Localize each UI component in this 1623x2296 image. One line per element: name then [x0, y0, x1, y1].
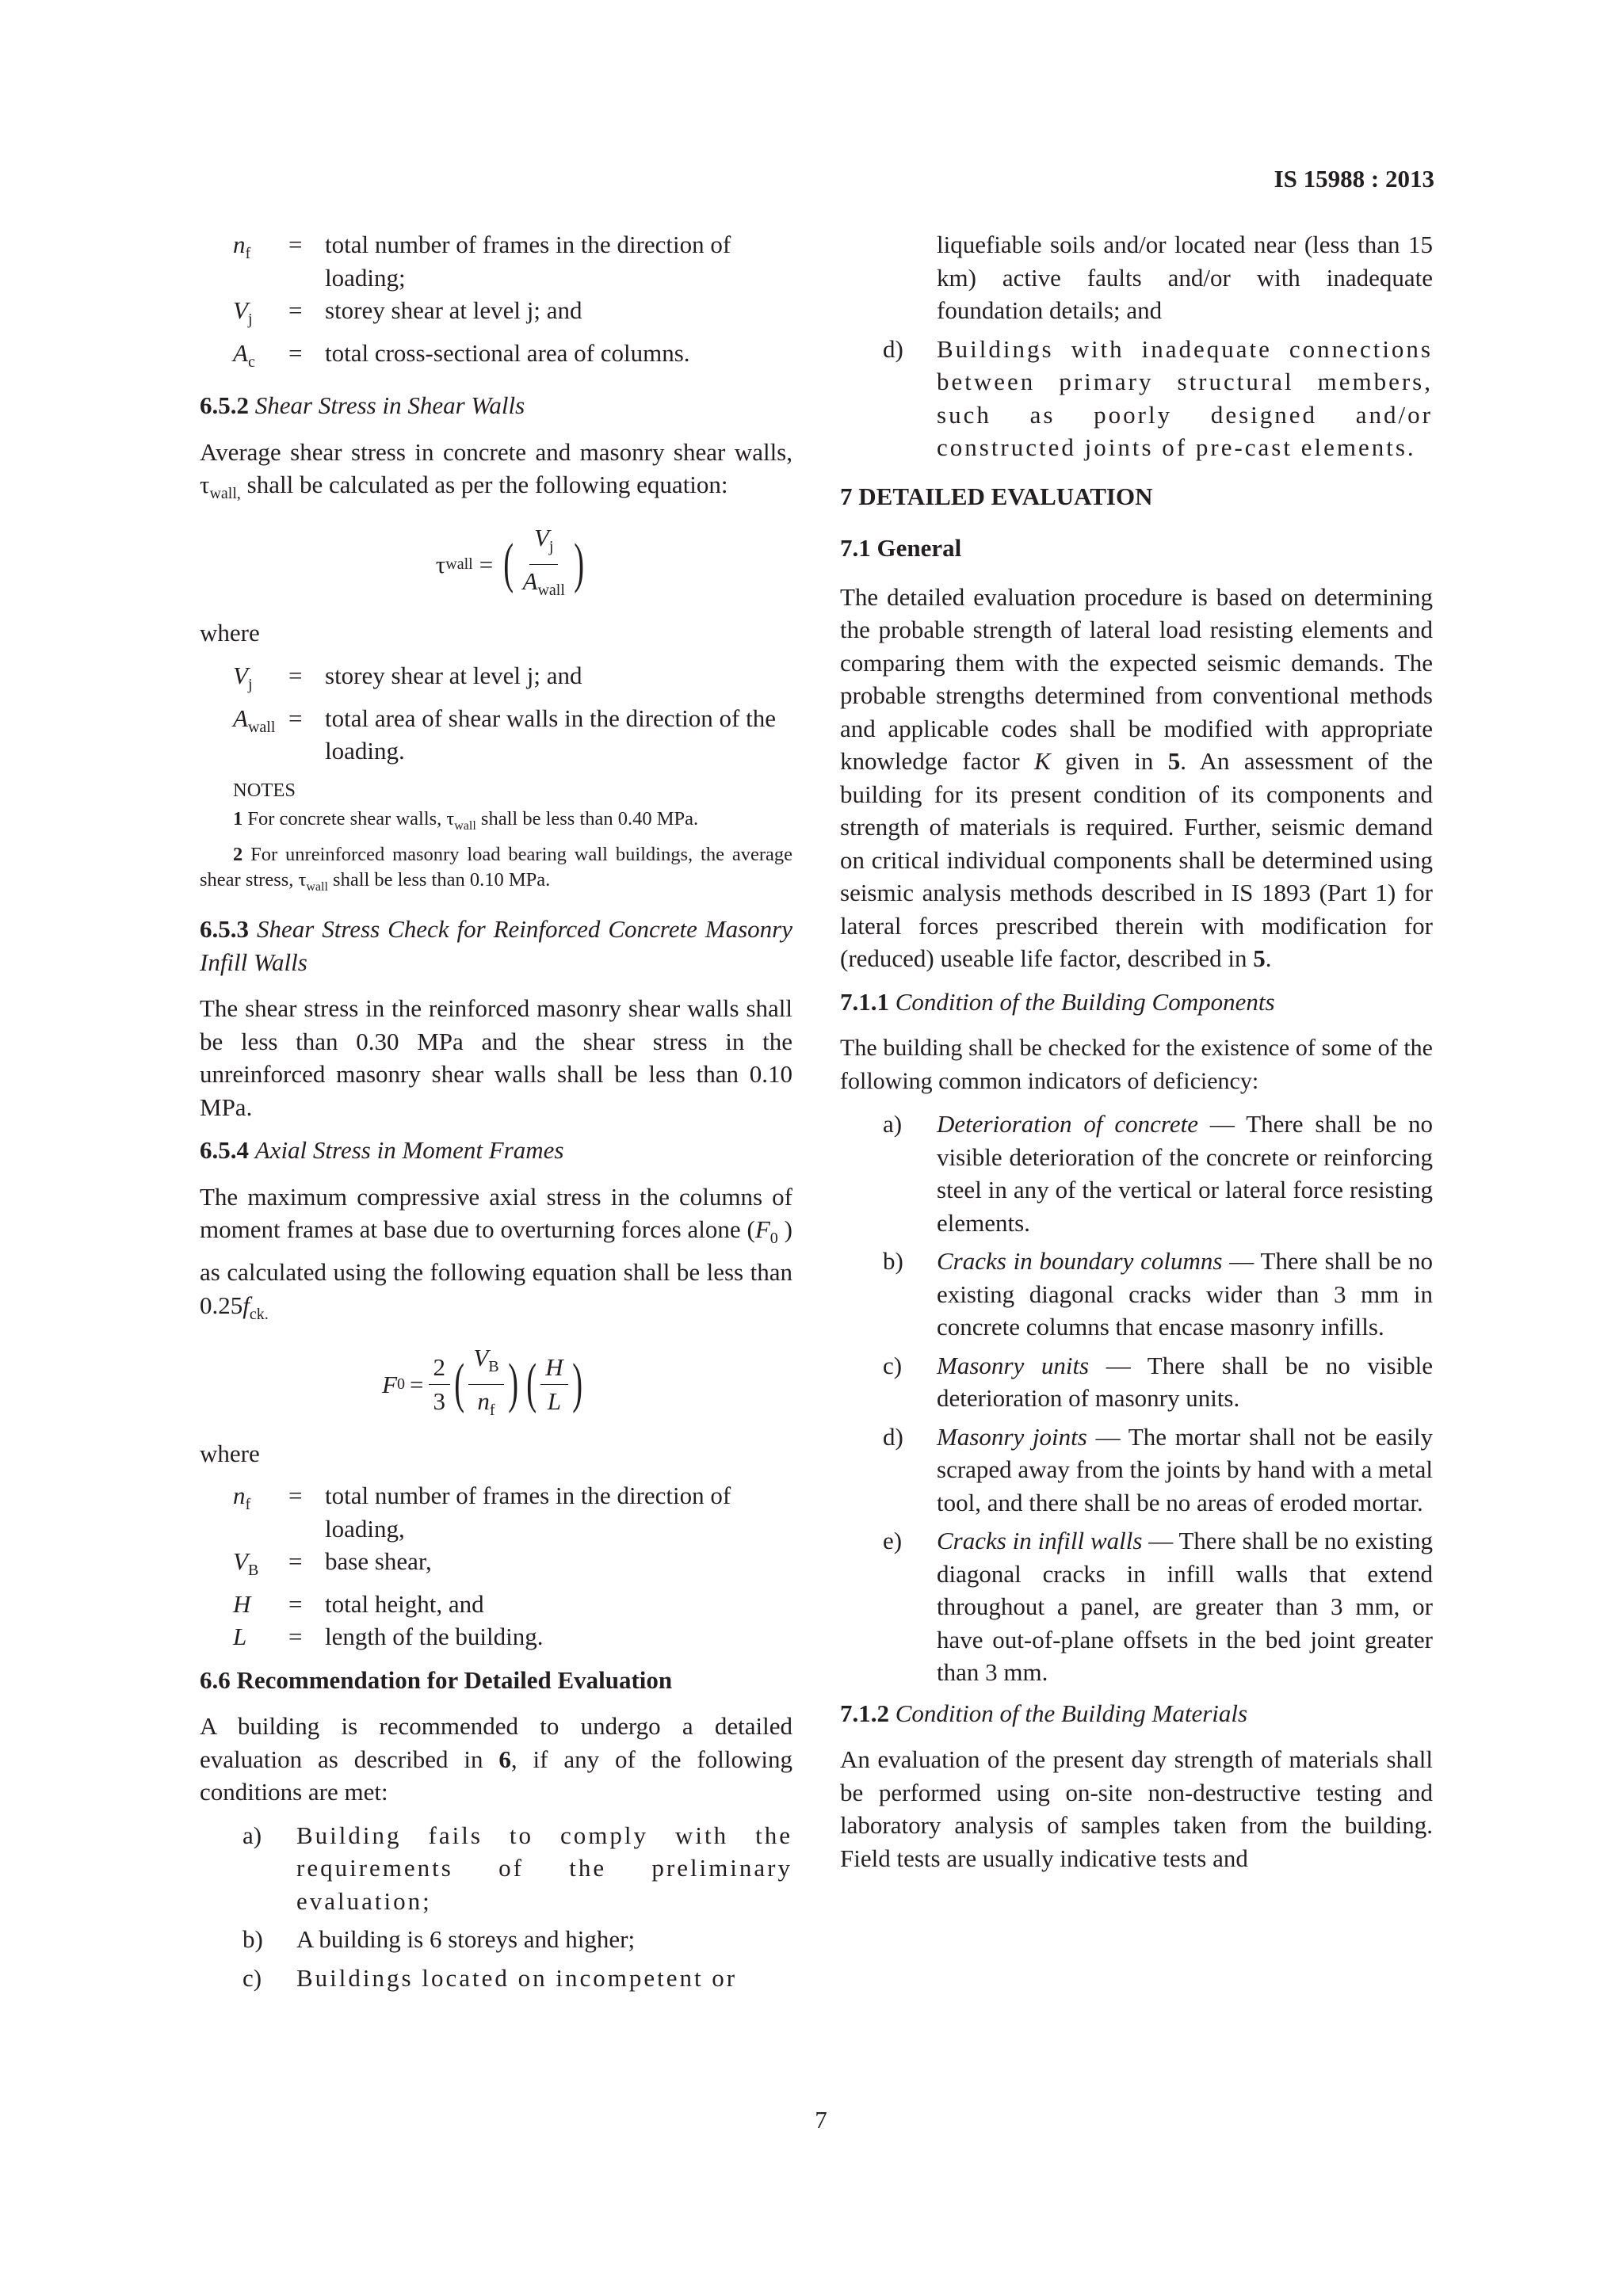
list-7-1-1: [840, 1108, 1433, 1689]
paragraph-7-1-1: The building shall be checked for the existence of some of the following common indicators of deficiency:: [840, 1035, 1433, 1094]
paragraph-6-5-2: Average shear stress in concrete and masonry shear walls, $\tau_{wall,}$ shall be calculated as per the following equation:: [200, 437, 792, 503]
symbol: $V_j$: [233, 661, 253, 694]
equation-f0: F 0 = $\frac{2}{3}$ ( $\frac{V_B}{n_f}$ ) ( $\frac{H}{L}$ ): [176, 1341, 792, 1427]
paragraph-7-1-2: An evaluation of the present day strength of materials shall be performed using on-site non-destructive testing and laboratory analysis of samples taken from the building. Field tests are usually indicative tests and: [840, 1745, 1433, 1872]
definition-row: $n_f$ = total number of frames in the direction of loading;: [200, 228, 792, 294]
note-1: 1 For concrete shear walls, $\tau_{wall}$ shall be less than 0.40 MPa.: [233, 807, 699, 833]
list-item: d) Buildings with inadequate connections between primary structural members, such as poorly designed and/or constructed joints of pre-cast elements.: [883, 334, 1433, 461]
where-label-2: where: [200, 1439, 260, 1467]
definition-row: L = length of the building.: [200, 1620, 792, 1653]
definition-text: total number of frames in the direction of loading;: [325, 231, 731, 292]
section-heading-6-5-4: 6.5.4 Axial Stress in Moment Frames: [200, 1136, 564, 1165]
definition-row: $n_f$ = total number of frames in the direction of loading,: [200, 1479, 792, 1545]
right-column: [840, 228, 1433, 1885]
definition-text: total area of shear walls in the direction of the loading.: [325, 704, 776, 765]
symbol: L: [233, 1623, 247, 1651]
symbol: $A_c$: [233, 338, 255, 371]
definition-row: $V_j$ = storey shear at level j; and: [200, 659, 792, 702]
definition-row: $A_{wall}$ = total area of shear walls in the direction of the loading.: [200, 702, 792, 768]
list-item: d) Masonry joints — The mortar shall not be easily scraped away from the joints by hand with a metal tool, and there shall be no areas of eroded mortar.: [883, 1422, 1433, 1516]
paragraph-7-1: The detailed evaluation procedure is based on determining the probable strength of lateral load resisting elements and comparing them with the expected seismic demands. The probable strengths determined from conventional methods and applicable codes shall be modified with appropriate knowledge factor K given in 5. An assessment of the building for its present condition of its components and strength of materials is required. Further, seismic demand on critical individual components shall be determined using seismic analysis methods described in IS 1893 (Part 1) for lateral forces prescribed therein with modification for (reduced) useable life factor, described in 5.: [840, 582, 1433, 972]
symbol: $V_B$: [233, 1547, 259, 1580]
symbol: $n_f$: [233, 1482, 251, 1514]
definition-text: total height, and: [325, 1589, 484, 1618]
definitions-list-3: [200, 1479, 792, 1653]
symbol: $A_{wall}$: [233, 704, 276, 736]
definitions-list-2: [200, 659, 792, 768]
note-2: 2 For unreinforced masonry load bearing wall buildings, the average shear stress, $\tau_{wall}$ shall be less than 0.10 MPa.: [200, 843, 792, 894]
section-heading-6-5-3: 6.5.3 Shear Stress Check for Reinforced Concrete Masonry Infill Walls: [200, 915, 793, 976]
definition-text: storey shear at level j; and: [325, 296, 582, 324]
section-heading-7-1-1: 7.1.1 Condition of the Building Components: [840, 987, 1275, 1016]
definition-text: length of the building.: [325, 1623, 544, 1651]
equation-tau-wall: τ wall = ( $\frac{V_j}{A_{wall}}$ ): [231, 521, 792, 607]
definitions-list-1: [200, 228, 792, 379]
definition-row: $V_j$ = storey shear at level j; and: [200, 294, 792, 337]
notes-block: [200, 778, 792, 900]
section-heading-6-5-2: 6.5.2 Shear Stress in Shear Walls: [200, 391, 525, 420]
where-label-1: where: [200, 619, 260, 647]
paragraph-6-5-4: The maximum compressive axial stress in the columns of moment frames at base due to overturning forces alone ($F_0$ ) as calculated using the following equation shall be less than $0.25f_{ck.}$: [200, 1182, 792, 1323]
left-column: [200, 228, 792, 2002]
page-number: 7: [815, 2106, 827, 2134]
definition-text: total cross-sectional area of columns.: [325, 338, 690, 367]
section-heading-7-1-2: 7.1.2 Condition of the Building Materials: [840, 1699, 1248, 1727]
definition-row: $V_B$ = base shear,: [200, 1545, 792, 1588]
section-heading-7: 7 DETAILED EVALUATION: [840, 482, 1153, 510]
list-item: a) Building fails to comply with the requirements of the preliminary evaluation;: [242, 1821, 792, 1915]
definition-text: storey shear at level j; and: [325, 661, 582, 689]
list-item: c) Masonry units — There shall be no visible deterioration of masonry units.: [883, 1351, 1434, 1412]
notes-heading: NOTES: [233, 779, 296, 801]
list-item: a) Deterioration of concrete — There shall be no visible deterioration of the concrete or reinforcing steel in any of the vertical or lateral force resisting elements.: [883, 1110, 1433, 1237]
symbol: $n_f$: [233, 231, 251, 263]
symbol: H: [233, 1589, 251, 1618]
list-item: b) A building is 6 storeys and higher;: [242, 1925, 636, 1954]
definition-row: $A_c$ = total cross-sectional area of columns.: [200, 337, 792, 379]
section-heading-7-1: 7.1 General: [840, 534, 962, 562]
list-item: b) Cracks in boundary columns — There shall be no existing diagonal cracks wider than 3 mm in concrete columns that encase masonry infills.: [883, 1247, 1433, 1341]
symbol: $V_j$: [233, 296, 253, 329]
definition-text: base shear,: [325, 1547, 432, 1576]
paragraph-6-5-3: The shear stress in the reinforced masonry shear walls shall be less than 0.30 MPa and the shear stress in the unreinforced masonry shear walls shall be less than 0.10 MPa.: [200, 994, 792, 1121]
section-heading-6-6: 6.6 Recommendation for Detailed Evaluation: [200, 1665, 673, 1694]
list-item: c) Buildings located on incompetent or: [242, 1963, 738, 1992]
paragraph-6-6: A building is recommended to undergo a detailed evaluation as described in 6, if any of the following conditions are met:: [200, 1712, 792, 1806]
definition-row: H = total height, and: [200, 1588, 792, 1621]
list-6-6: [200, 1819, 792, 1995]
list-item-continuation: liquefiable soils and/or located near (less than 15 km) active faults and/or with inadequate foundation details; and: [937, 231, 1433, 324]
page-header-standard-code: IS 15988 : 2013: [1274, 165, 1434, 193]
list-item: e) Cracks in infill walls — There shall be no existing diagonal cracks in infill walls that extend throughout a panel, are greater than 3 mm, or have out-of-plane offsets in the bed joint greater than 3 mm.: [883, 1527, 1434, 1686]
definition-text: total number of frames in the direction of loading,: [325, 1482, 731, 1543]
